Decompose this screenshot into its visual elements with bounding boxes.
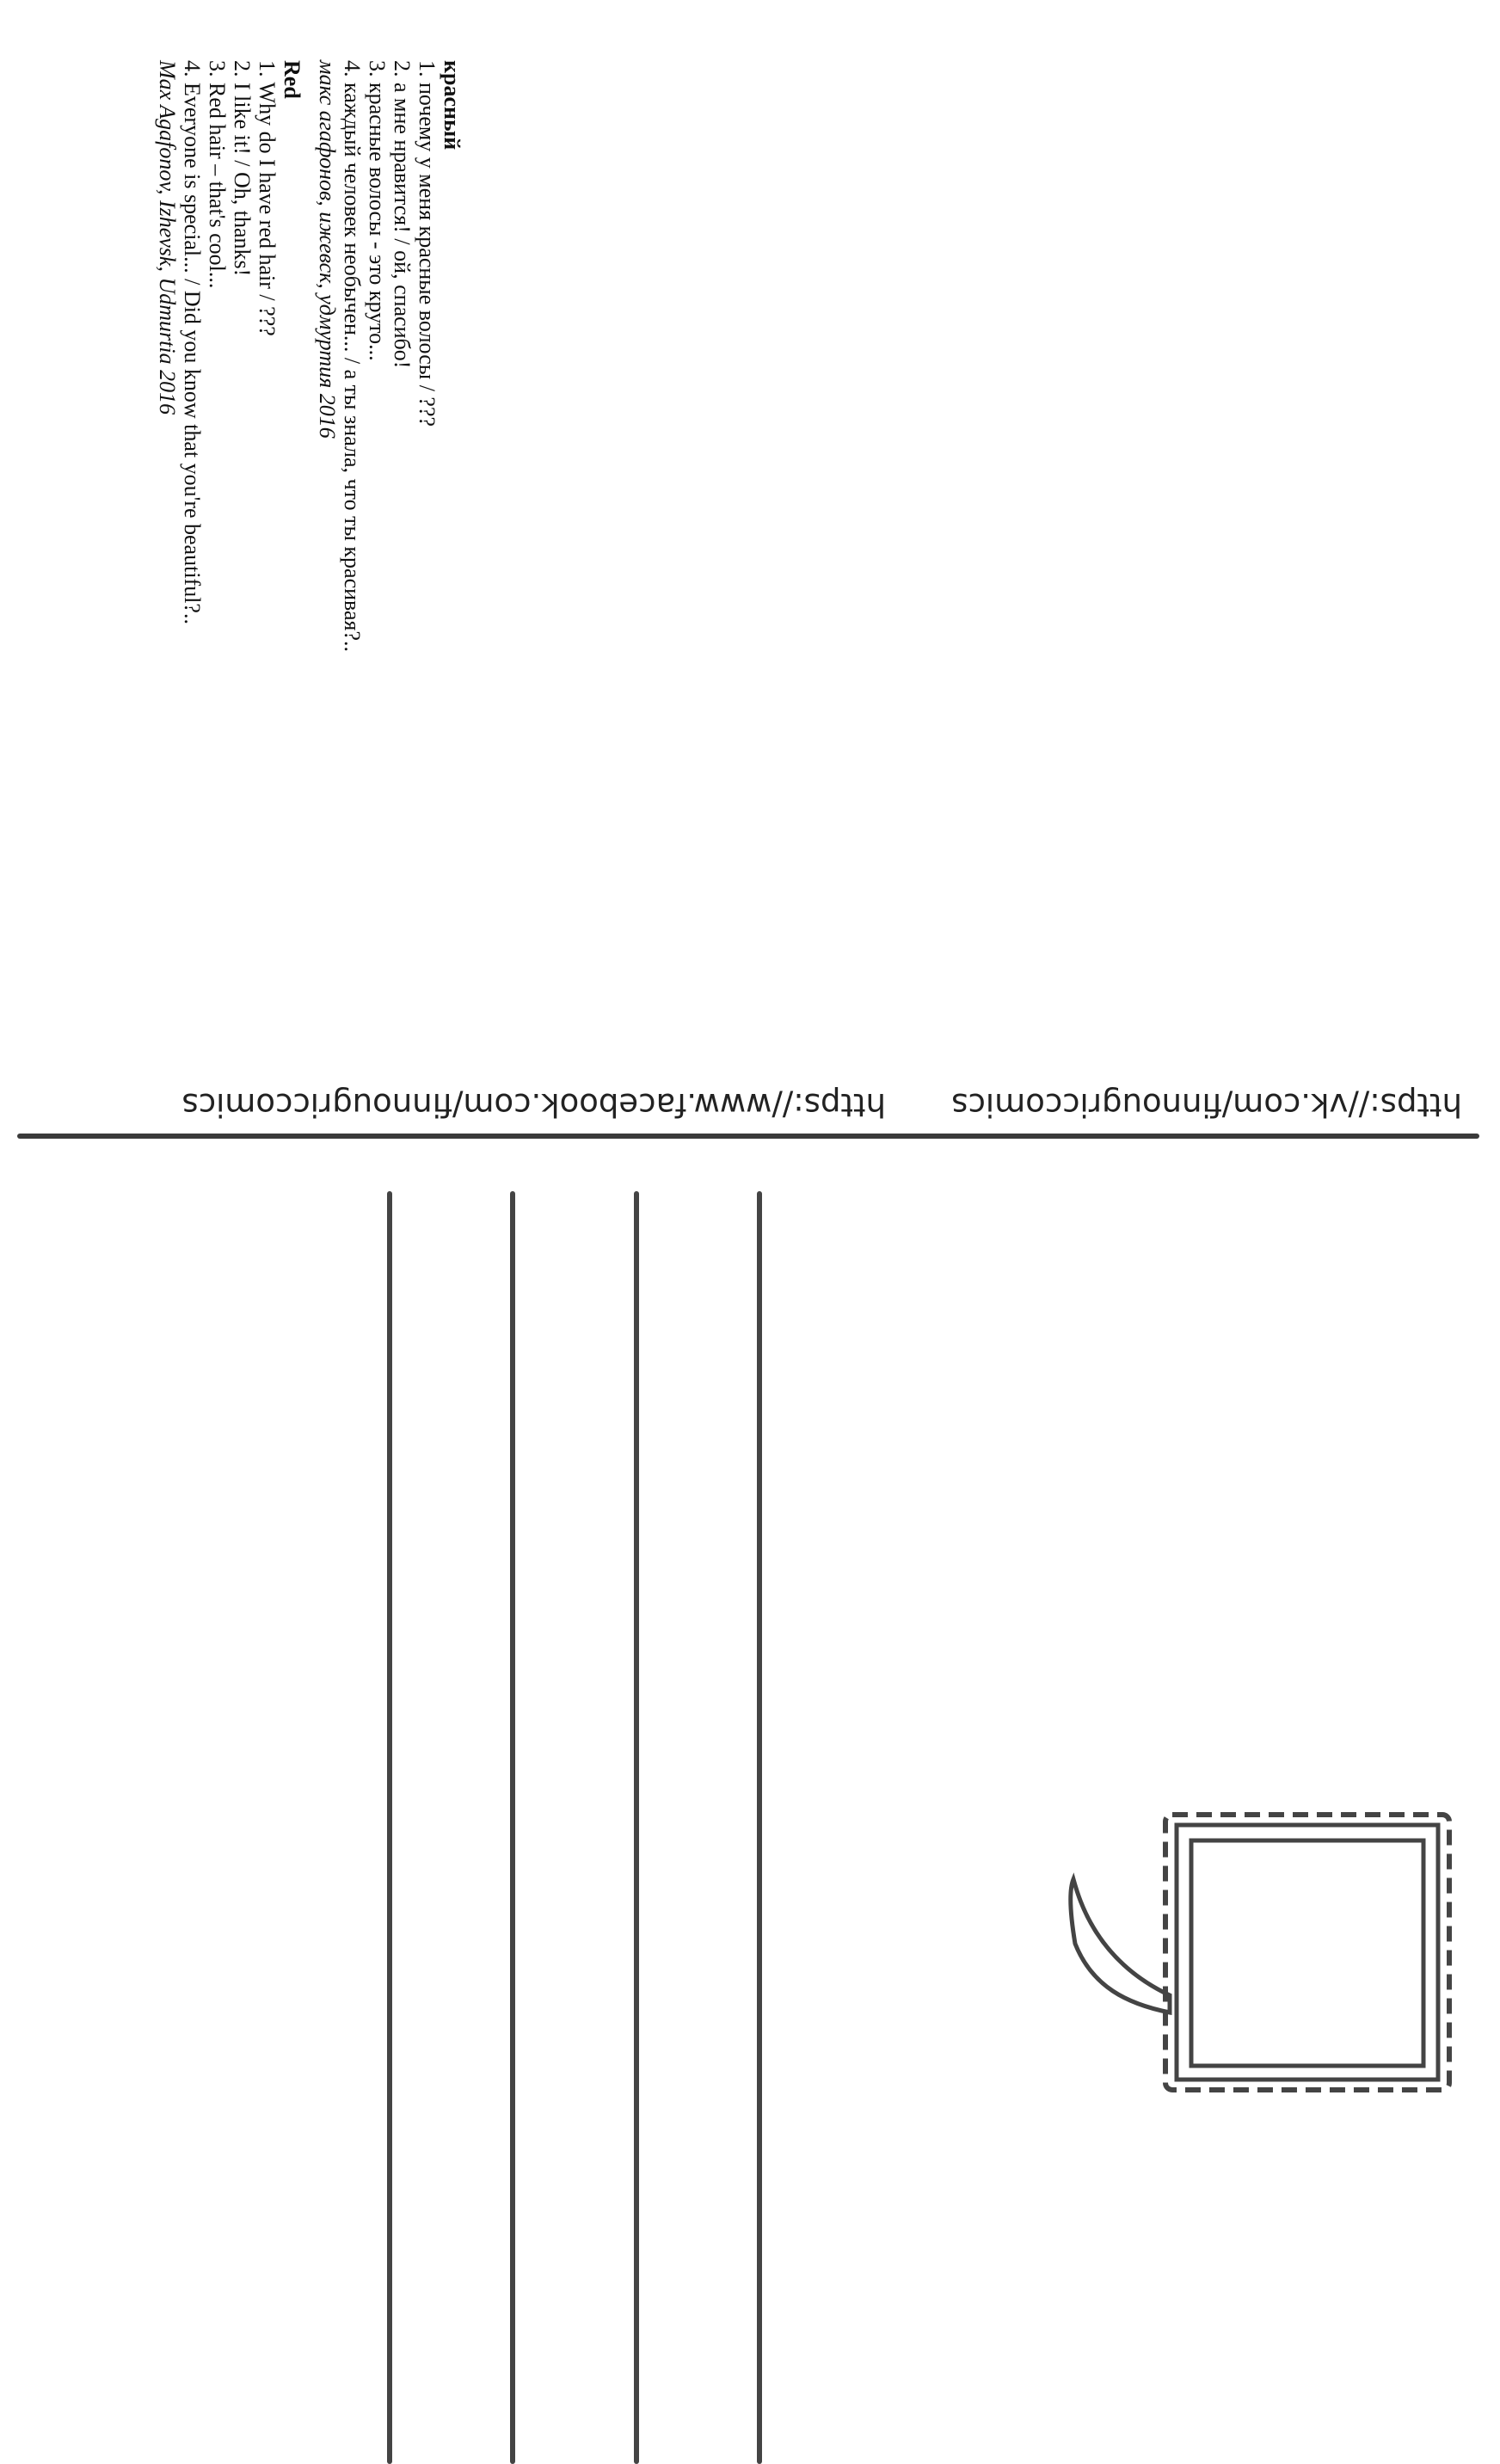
caption-text-block xyxy=(0,60,464,920)
vk-link[interactable]: https://vk.com/finnougriccomics xyxy=(951,1086,1462,1123)
address-line-4 xyxy=(757,1191,762,2464)
russian-heading: красный xyxy=(440,60,464,151)
russian-caption xyxy=(315,60,464,920)
english-line-3: 3. Red hair – that's cool... xyxy=(205,60,230,289)
english-line-4: 4. Everyone is special... / Did you know that you're beautiful?.. xyxy=(180,60,205,624)
url-row xyxy=(52,1075,1479,1127)
english-caption xyxy=(155,60,304,920)
english-line-1: 1. Why do I have red hair / ??? xyxy=(255,60,280,336)
address-line-3 xyxy=(634,1191,639,2464)
russian-line-2: 2. а мне нравится! / ой, спасибо! xyxy=(390,60,415,369)
address-line-2 xyxy=(510,1191,515,2464)
russian-line-4: 4. каждый человек необычен... / а ты знала, что ты красивая?.. xyxy=(340,60,365,653)
russian-line-1: 1. почему у меня красные волосы / ??? xyxy=(415,60,440,427)
address-line-1 xyxy=(387,1191,392,2464)
russian-credit: макс агафонов, ижевск, удмуртия 2016 xyxy=(315,60,340,439)
facebook-link[interactable]: https://www.facebook.com/finnougriccomics xyxy=(181,1086,886,1123)
horizontal-divider xyxy=(17,1134,1479,1139)
english-line-2: 2. I like it! / Oh, thanks! xyxy=(230,60,255,277)
english-credit: Max Agafonov, Izhevsk, Udmurtia 2016 xyxy=(155,60,180,415)
russian-line-3: 3. красные волосы - это круто... xyxy=(365,60,390,361)
postage-stamp-icon xyxy=(1058,1789,1462,2107)
english-heading: Red xyxy=(280,60,304,99)
